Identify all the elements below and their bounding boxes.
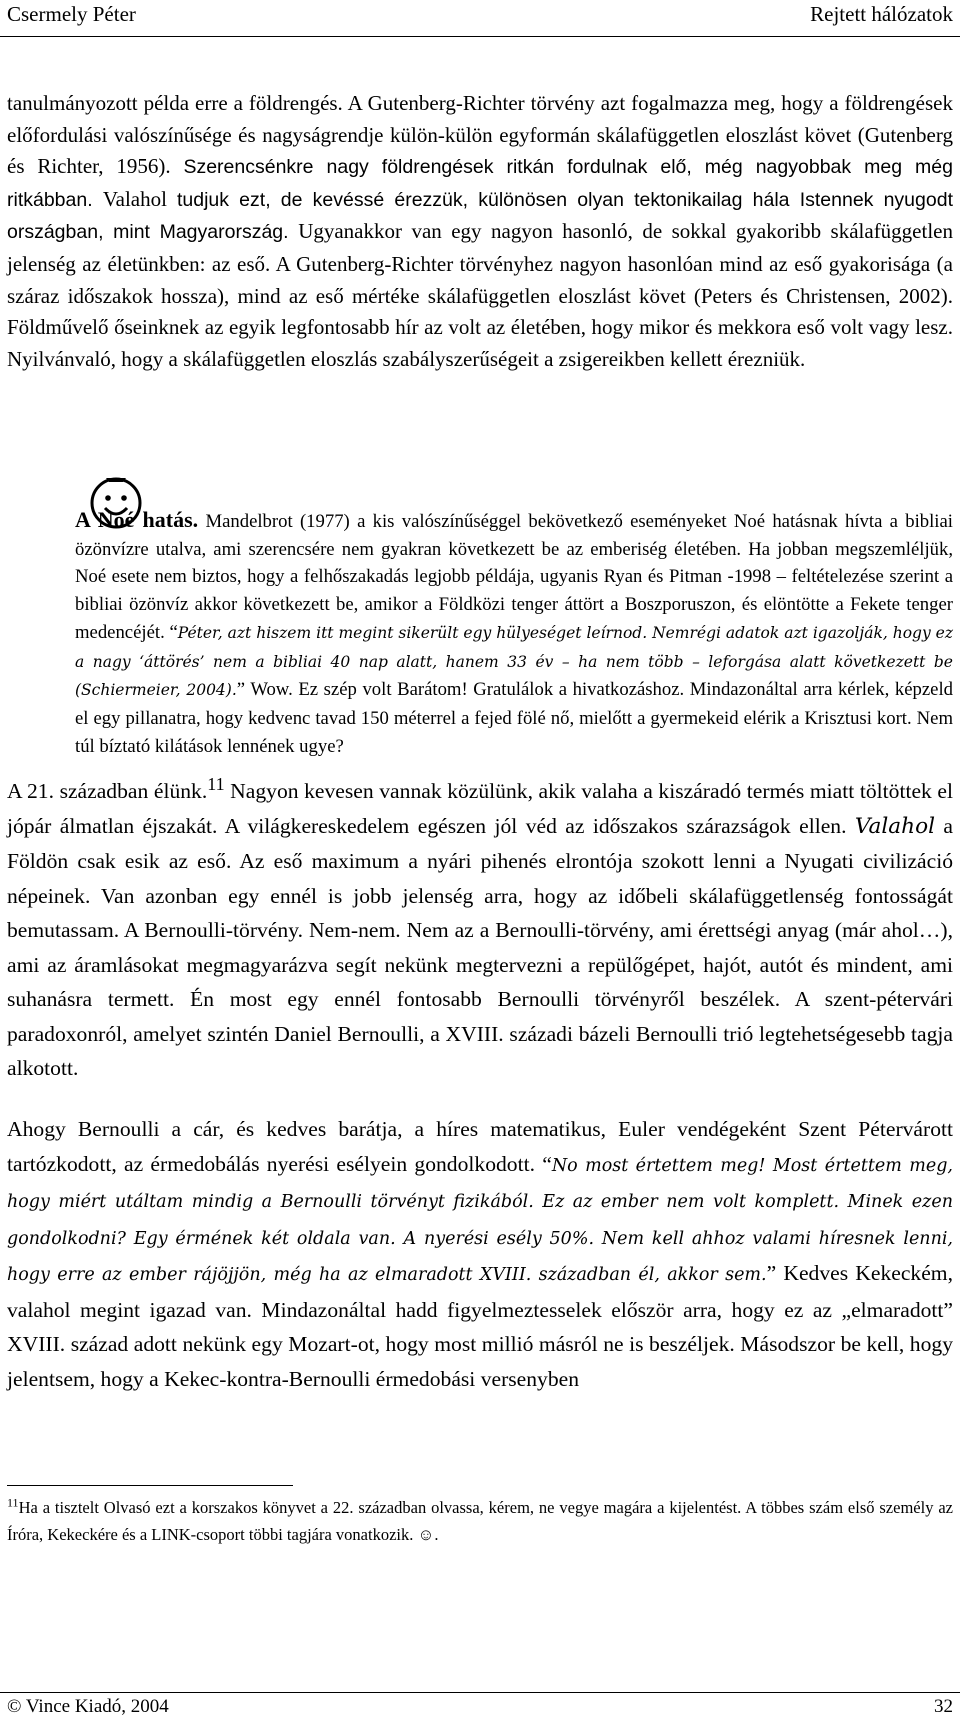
p1-text-e: Ugyanakkor van egy nagyon hasonló, de sokkal gyakoribb skálafüggetlen jelenség az életünkben: az eső. (7, 219, 953, 276)
header-author: Csermely Péter (7, 2, 136, 26)
footer-publisher: © Vince Kiadó, 2004 (7, 1696, 169, 1717)
p2-text-d: a Földön csak esik az eső. Az eső maximum a nyári pihenés elrontója szokott lenni a Nyugati civilizáció népeinek. Van azonban egy ennél is jobb jelenség arra, hogy az időbeli skálafüggetlenség fontosságát bemutassam. A Bernoulli-törvény. Nem-nem. Nem az a Bernoulli-törvény, ami érettségi anyag (már ahol…), ami az áramlásokat megmagyarázva segít nekünk megtervezni a repülőgépet, hajót, autót és mindent, ami suhanásra termett. Én most egy ennél fontosabb Bernoulli törvényről beszélek. A szent-pétervári paradoxonról, amelyet szintén Daniel Bernoulli, a XVIII. századi bázeli Bernoulli trió legtehetségesebb tagja alkotott. (7, 813, 953, 1080)
page-header (0, 0, 960, 42)
footnote-number: 11 (7, 1495, 19, 1510)
p1-text-d: tudjuk ezt, de kevéssé érezzük, különösen olyan tektonikailag hála Istennek nyugodt országban, mint Magyarország. (7, 188, 953, 244)
p1-text-a: tanulmányozott példa erre a földrengés. A Gutenberg-Richter törvény azt fogalmazza meg, hogy a földrengések előfordulási valószínűsége és nagyságrendje külön-külön egyformán skálafüggetlen eloszlást követ (Gutenberg és Richter, 1956). (7, 91, 953, 179)
footnote (7, 1494, 953, 1548)
footnote-text: Ha a tisztelt Olvasó ezt a korszakos könyvet a 22. században olvassa, kérem, ne vegye magára a kijelentést. A többes szám első személy az Íróra, Kekeckére és a LINK-csoport többi tagjára vonatkozik. ☺. (7, 1498, 953, 1544)
paragraph-21st-century (7, 774, 953, 1086)
page-number: 32 (934, 1696, 953, 1717)
footnote-ref[interactable]: 11 (207, 773, 225, 794)
p3-text-a: Ahogy Bernoulli a cár, és kedves barátja, a híres matematikus, Euler vendégeként Szent Pétervárott tartózkodott, az érmedobálás nyerési esélyein gondolkodott. “ (7, 1117, 953, 1176)
p2-text-c: Valahol (854, 813, 935, 839)
p2-text-a: A 21. században élünk. (7, 779, 208, 803)
noe-handwritten-note: Péter, azt hiszem itt megint sikerült egy hülyeséget leírnod. Nemrégi adatok azt igazolják, hogy ez a nagy ‘áttörés’ nem a bibliai 40 nap alatt, hanem 33 év – ha nem több – leforgása alatt következett be (Schiermeier, 2004). (75, 623, 953, 700)
paragraph-earthquake-rain (7, 88, 953, 375)
p2-text-b: Nagyon kevesen vannak közülünk, akik valaha a kiszáradó termés miatt töltöttek el jópár álmatlan éjszakát. A világkereskedelem egészen jól véd az időszakos szárazságok ellen. (7, 779, 953, 838)
p1-text-f: A Gutenberg-Richter törvényhez nagyon hasonlóan mind az eső gyakorisága (a száraz időszakok hossza), mind az eső mértéke skálafüggetlen eloszlást követ (Peters és Christensen, 2002). Földművelő őseinknek az egyik legfontosabb hír az volt az életében, hogy mikor és mekkora eső volt vagy lesz. Nyilvánvaló, hogy a skálafüggetlen eloszlás szabályszerűségeit a zsigereikben kellett érezniük. (7, 251, 954, 371)
noe-effect-box (75, 506, 953, 760)
header-book-title: Rejtett hálózatok (810, 2, 953, 26)
noe-text-2: ” Wow. Ez szép volt Barátom! Gratulálok a hivatkozáshoz. Mindazonáltal arra kérlek, képzeld el egy pillanatra, hogy kedvenc tavad 150 méterrel a fejed fölé nő, mielőtt a gyermekeid elérik a Krisztusi kort. Nem túl bíztató kilátások lennének ugye? (75, 679, 954, 757)
p3-text-b: ” Kedves Kekeckém, valahol megint igazad van. Mindazonáltal hadd figyelmeztesselek először arra, hogy ez az „elmaradott” XVIII. század adott nekünk egy Mozart-ot, hogy most millió másról ne is beszéljek. Másodszor be kell, hogy jelentsem, hogy a Kekec-kontra-Bernoulli érmedobási versenyben (7, 1261, 953, 1391)
p3-handwritten-note: No most értettem meg! Most értettem meg, hogy miért utáltam mindig a Bernoulli törvényt fizikából. Ez az ember nem volt komplett. Minek ezen gondolkodni? Egy érmének két oldala van. A nyerési esély 50%. Nem kell ahhoz valami híresnek lenni, hogy erre az ember rájöjjön, még ha az elmaradott XVIII. században él, akkor sem. (7, 1155, 953, 1285)
p1-text-b: Szerencsénkre nagy földrengések ritkán fordulnak elő, még nagyobbak meg még ritkábban. (7, 156, 953, 211)
paragraph-bernoulli (7, 1112, 953, 1396)
footnote-rule (7, 1485, 293, 1486)
noe-title: A Noé hatás. (75, 507, 199, 532)
p1-text-c: Valahol (102, 186, 177, 211)
header-rule (0, 36, 960, 37)
footer-rule (0, 1692, 960, 1693)
noe-text-1: Mandelbrot (1977) a kis valószínűséggel bekövetkező eseményeket Noé hatásnak hívta a bibliai özönvízre utalva, ami szerencsére nem gyakran következett be az emberiség életében. Ha jobban megszemléljük, Noé esete nem biztos, hogy a felhőszakadás legjobb példája, ugyanis Ryan és Pitman -1998 – feltételezése szerint a bibliai özönvíz akkor következett be, amikor a Földközi tenger áttört a Boszporuszon, és elöntötte a Fekete tenger medencéjét. “ (75, 511, 953, 643)
